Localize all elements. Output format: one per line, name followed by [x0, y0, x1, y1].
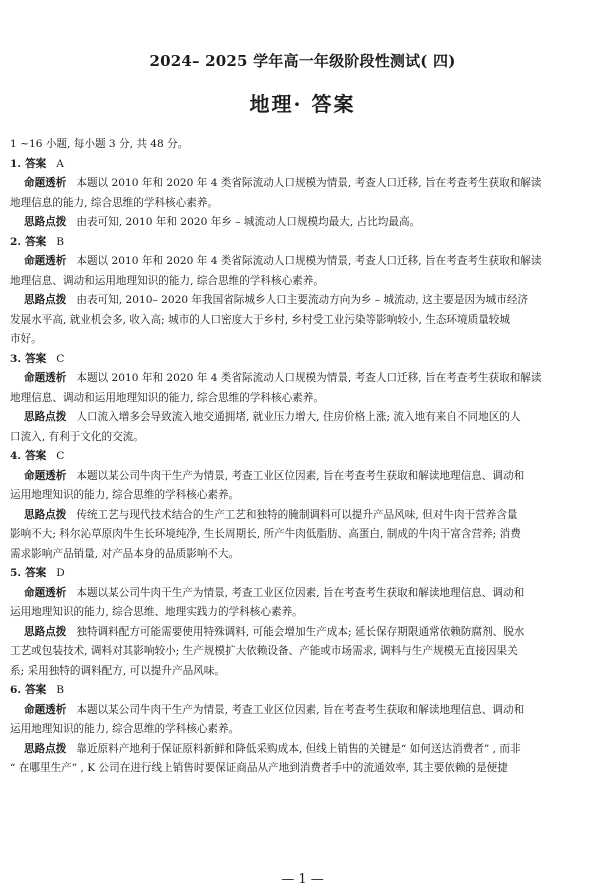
- hint-text: 由表可知, 2010– 2020 年我国省际城乡人口主要流动方向为乡 – 城流动, 这主要是因为城市经济: [76, 294, 529, 306]
- hint-text: 市好。: [10, 333, 42, 345]
- hint-line: [10, 759, 590, 779]
- analysis-label: 命题透析: [24, 372, 67, 384]
- analysis-text: 运用地理知识的能力, 综合思维的学科核心素养。: [10, 723, 240, 735]
- analysis-line: [10, 486, 590, 506]
- page-number: — 1 —: [281, 872, 324, 887]
- hint-line: [10, 740, 590, 760]
- analysis-line: [10, 467, 590, 487]
- answer-choice: C: [56, 450, 65, 462]
- analysis-line: [10, 603, 590, 623]
- analysis-line: [10, 389, 590, 409]
- hint-text: 发展水平高, 就业机会多, 收入高; 城市的人口密度大于乡村, 乡村受工业污染等影响较小, 生态环境质量较城: [10, 313, 510, 326]
- analysis-line: [10, 194, 590, 214]
- question-number: 2.: [10, 235, 22, 248]
- question-answer-line: [10, 564, 590, 584]
- analysis-text: 本题以某公司牛肉干生产为情景, 考查工业区位因素, 旨在考查考生获取和解读地理信息、调动和: [76, 586, 525, 599]
- hint-line: [10, 330, 590, 350]
- hint-label: 思路点拨: [24, 411, 67, 423]
- analysis-text: 地理信息、调动和运用地理知识的能力, 综合思维的学科核心素养。: [10, 391, 324, 404]
- hint-line: [10, 291, 590, 311]
- hint-line: [10, 662, 590, 682]
- analysis-line: [10, 272, 590, 292]
- hint-text: 由表可知, 2010 年和 2020 年乡 – 城流动人口规模均最大, 占比均最高。: [76, 216, 421, 228]
- analysis-text: 本题以 2010 年和 2020 年 4 类省际流动人口规模为情景, 考查人口迁移, 旨在考查考生获取和解读: [76, 255, 542, 267]
- analysis-text: 本题以 2010 年和 2020 年 4 类省际流动人口规模为情景, 考查人口迁移, 旨在考查考生获取和解读: [76, 372, 542, 384]
- analysis-text: 地理信息、调动和运用地理知识的能力, 综合思维的学科核心素养。: [10, 274, 324, 287]
- scoring-intro: 1 ~16 小题, 每小题 3 分, 共 48 分。: [10, 138, 189, 150]
- hint-text: 需求影响产品销量, 对产品本身的品质影响不大。: [10, 547, 240, 560]
- hint-label: 思路点拨: [24, 294, 67, 306]
- hint-line: [10, 545, 590, 565]
- answer-label: 答案: [25, 684, 47, 696]
- analysis-line: [10, 174, 590, 194]
- hint-text: 传统工艺与现代技术结合的生产工艺和独特的腌制调料可以提升产品风味, 但对牛肉干营养含量: [76, 508, 518, 521]
- question-answer-line: [10, 155, 590, 175]
- page-subtitle: 地理· 答案: [249, 92, 356, 116]
- analysis-line: [10, 369, 590, 389]
- analysis-label: 命题透析: [24, 469, 67, 482]
- analysis-label: 命题透析: [24, 255, 67, 267]
- hint-label: 思路点拨: [24, 216, 67, 228]
- hint-text: “ 在哪里生产” , K 公司在进行线上销售时要保证商品从产地到消费者手中的流通效率, 其主要依赖的是便捷: [10, 762, 508, 774]
- hint-label: 思路点拨: [24, 625, 67, 638]
- question-number: 3.: [10, 352, 22, 365]
- analysis-line: [10, 584, 590, 604]
- answer-choice: B: [56, 235, 65, 248]
- hint-line: [10, 525, 590, 545]
- hint-text: 工艺或包装技术, 调料对其影响较小; 生产规模扩大依赖设备、产能或市场需求, 调料与生产规模无直接因果关: [10, 645, 518, 657]
- answer-label: 答案: [25, 352, 47, 365]
- question-answer-line: [10, 350, 590, 370]
- question-item: [10, 350, 590, 448]
- question-list: [10, 155, 590, 779]
- question-item: [10, 681, 590, 779]
- hint-label: 思路点拨: [24, 508, 67, 521]
- hint-text: 影响不大; 科尔沁草原肉牛生长环境纯净, 生长周期长, 所产牛肉低脂肪、高蛋白, 制成的牛肉干富含营养; 消费: [10, 528, 521, 540]
- analysis-text: 运用地理知识的能力, 综合思维、地理实践力的学科核心素养。: [10, 606, 303, 618]
- analysis-text: 本题以某公司牛肉干生产为情景, 考查工业区位因素, 旨在考查考生获取和解读地理信息、调动和: [76, 469, 525, 482]
- hint-text: 靠近原料产地利于保证原料新鲜和降低采购成本, 但线上销售的关键是“ 如何送达消费者” , 而非: [76, 742, 521, 755]
- hint-line: [10, 623, 590, 643]
- hint-line: [10, 428, 590, 448]
- analysis-text: 地理信息的能力, 综合思维的学科核心素养。: [10, 196, 219, 209]
- analysis-text: 运用地理知识的能力, 综合思维的学科核心素养。: [10, 489, 240, 501]
- question-number: 1.: [10, 157, 22, 170]
- question-answer-line: [10, 233, 590, 253]
- answer-label: 答案: [25, 567, 47, 579]
- hint-line: [10, 506, 590, 526]
- analysis-line: [10, 701, 590, 721]
- answer-choice: A: [56, 157, 64, 170]
- answer-choice: D: [56, 567, 65, 579]
- analysis-label: 命题透析: [24, 703, 67, 716]
- hint-text: 口流入, 有利于文化的交流。: [10, 430, 144, 443]
- question-item: [10, 233, 590, 350]
- answer-label: 答案: [25, 235, 47, 248]
- analysis-label: 命题透析: [24, 177, 67, 189]
- hint-line: [10, 311, 590, 331]
- analysis-text: 本题以某公司牛肉干生产为情景, 考查工业区位因素, 旨在考查考生获取和解读地理信息、调动和: [76, 703, 525, 716]
- answer-label: 答案: [25, 450, 47, 462]
- hint-label: 思路点拨: [24, 742, 67, 755]
- hint-text: 人口流入增多会导致流入地交通拥堵, 就业压力增大, 住房价格上涨; 流入地有来自不同地区的人: [76, 411, 521, 423]
- hint-line: [10, 408, 590, 428]
- analysis-line: [10, 252, 590, 272]
- question-number: 4.: [10, 450, 22, 462]
- hint-text: 独特调料配方可能需要使用特殊调料, 可能会增加生产成本; 延长保存期限通常依赖防腐剂、脱水: [76, 625, 525, 638]
- answer-choice: C: [56, 352, 65, 365]
- hint-line: [10, 213, 590, 233]
- page-title: 2024– 2025 学年高一年级阶段性测试( 四): [149, 52, 456, 70]
- answer-choice: B: [56, 684, 65, 696]
- question-item: [10, 447, 590, 564]
- analysis-label: 命题透析: [24, 586, 67, 599]
- hint-line: [10, 642, 590, 662]
- answer-label: 答案: [25, 157, 47, 170]
- question-item: [10, 155, 590, 233]
- hint-text: 系; 采用独特的调料配方, 可以提升产品风味。: [10, 664, 225, 677]
- question-number: 5.: [10, 567, 22, 579]
- question-answer-line: [10, 447, 590, 467]
- question-number: 6.: [10, 684, 22, 696]
- answers-content: [10, 135, 590, 779]
- question-item: [10, 564, 590, 681]
- question-answer-line: [10, 681, 590, 701]
- analysis-text: 本题以 2010 年和 2020 年 4 类省际流动人口规模为情景, 考查人口迁移, 旨在考查考生获取和解读: [76, 177, 542, 189]
- analysis-line: [10, 720, 590, 740]
